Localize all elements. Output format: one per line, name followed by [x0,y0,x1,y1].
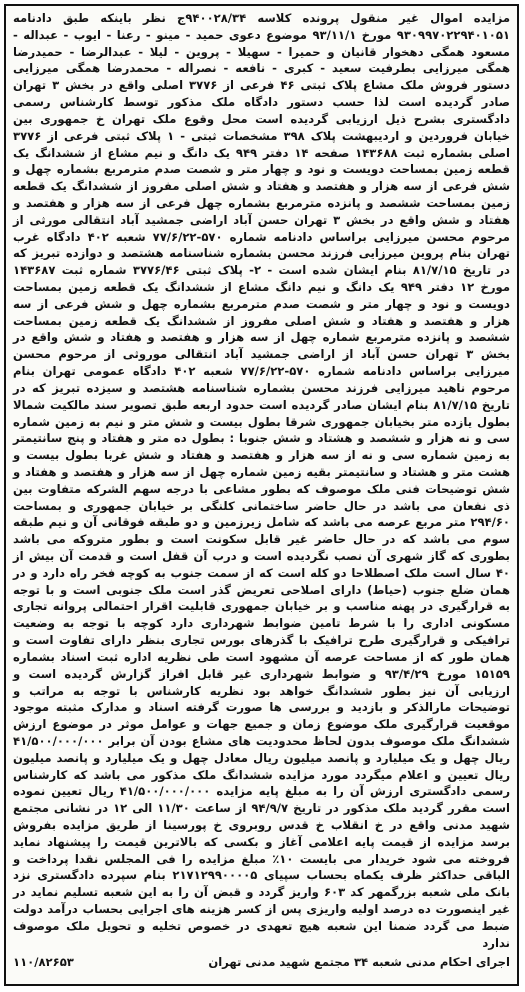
notice-body [6,6,517,952]
issuer-signature: اجرای احکام مدنی شعبه ۳۴ مجتمع شهید مدنی تهران [208,954,510,969]
reference-number: ۱۱۰/۸۲۶۵۳ [13,954,74,969]
auction-notice [4,4,519,986]
notice-footer [6,952,517,973]
notice-text: مزایده اموال غیر منقول پرونده کلاسه ۹۴۰۰۲۸/۳۴ج نظر باینکه طبق دادنامه ۹۳۰۹۹۷۰۲۲۹۴۰۱۰۵۱ مورخ ۹۳/۱۱/۱ موضوع دعوی حمید - مینو - رعنا - ایوب - عبداله - مسعود همگی دهخوار قانیان و حمیرا - سهیلا - پروین - لیلا - عبدالرضا - حمیدرضا همگی میرزایی بطرفیت سعید - کبری - نافعه - نصراله - محمدرضا همگی میرزایی دستور فروش ملک مشاع پلاک ثبتی ۴۶ فرعی از ۳۷۷۶ اصلی واقع در بخش ۳ تهران صادر گردیده است لذا حسب دستور دادگاه ملک مذکور توسط کارشناس رسمی دادگستری بشرح ذیل ارزیابی گردیده است محل وقوع ملک تهران خ جمهوری بین خیابان فروردین و اردیبهشت پلاک ۳۹۸ مشخصات ثبتی - ۱ پلاک ثبتی فرعی از ۳۷۷۶ اصلی بشماره ثبت ۱۴۳۶۸۸ صفحه ۱۴ دفتر ۹۴۹ یک دانگ و نیم مشاع از ششدانگ یک قطعه زمین بمساحت دویست و نود و چهار متر و شصت صدم مترمربع بشماره چهل و شش فرعی از سه هزار و هفتصد و هفتاد و شش اصلی مفروز از ششدانگ یک قطعه زمین بمساحت ششصد و پانزده مترمربع بشماره چهل فرعی از سه هزار و هفتصد و هفتاد و شش واقع در بخش ۳ تهران حسن آباد اراضی جمشید آباد انتقالی مورثی از مرحوم محسن میرزایی براساس دادنامه شماره ۵۷۰-۷۷/۶/۲۲ شعبه ۴۰۲ دادگاه غرب تهران بنام پروین میرزایی فرزند محسن بشماره شناسنامه هشتصد و دوازده تبریز که در تاریخ ۸۱/۷/۱۵ بنام ایشان شده است - ۲- پلاک ثبتی ۳۷۷۶/۴۶ شماره ثبت ۱۴۳۶۸۷ مورخ ۱۲ دفتر ۹۴۹ یک دانگ و نیم دانگ مشاع از ششدانگ یک قطعه زمین بمساحت دویست و نود و چهار متر و شصت صدم مترمربع بشماره چهل و شش فرعی از سه هزار و هفتصد و هفتاد و شش اصلی مفروز از ششدانگ یک قطعه زمین بمساحت ششصد و پانزده مترمربع شماره چهل از سه هزار و هفتصد و هفتاد و شش واقع در بخش ۳ تهران حسن آباد از اراضی جمشید آباد انتقالی موروثی از مرحوم محسن میرزایی براساس دادنامه شماره ۵۷۰-۷۷/۶/۲۲ شعبه ۴۰۲ دادگاه عمومی تهران بنام مرحوم ناهید میرزایی فرزند محسن بشماره شناسنامه هشتصد و سیزده تبریز که در تاریخ ۸۱/۷/۱۵ بنام ایشان صادر گردیده است حدود اربعه طبق تصویر سند مالکیت شمالا بطول یازده متر بخیابان جمهوری شرقا بطول بیست و شش متر و نیم به زمین شماره سی و نه هزار و ششصد و هشتاد و شش جنوبا : بطول ده متر و هفتاد و پنج سانتیمتر به زمین شماره سی و نه از سه هزار و هفتصد و هفتاد و شش غربا بطول بیست و هشت متر و هشتاد و سانتیمتر بقیه زمین شماره چهل از سه هزار و هفتصد و هفتاد و شش توضیحات فنی ملک موصوف که بطور مشاعی با درجه سهم الشرکه متفاوت بین ذی نفعان می باشد در حال حاضر ساختمانی کلنگی بر خیابان جمهوری و بمساحت ۲۹۴/۶۰ متر مربع عرصه می باشد که شامل زیرزمین و دو طبقه فوقانی آن و نیم طبقه سوم می باشد که در حال حاضر غیر قابل سکونت است و بطور متروکه می باشد بطوری که گاز شهری آن نصب نگردیده است و درب آن قفل است و قدمت آن بیش از ۴۰ سال است ملک اصطلاحا دو کله است که از سمت جنوب به کوچه فخر راه دارد و در همان ضلع جنوب (حیاط) دارای اصلاحی تعریض گذر است ملک جنوبی است و با توجه به قرارگیری در پهنه مناسب و بر خیابان جمهوری قابلیت اقرار احتمالی پروانه تجاری مسکونی اداری را با شرط تامین ضوابط شهرداری دارد کوچه با توجه به وضعیت ترافیکی و قرارگیری طرح ترافیک با گذرهای بورس تجاری بنظر دارای تفاوت است و همان طور که از مساحت عرصه آن مشهود است طی نظریه اداره ثبت اسناد بشماره ۱۵۱۵۹ مورخ ۹۳/۴/۲۹ و ضوابط شهرداری غیر قابل افراز گزارش گردیده است و ارزیابی آن نیز بطور ششدانگ خواهد بود نظریه کارشناس با توجه به مراتب و توضیحات مارالذکر و بازدید و بررسی ها صورت گرفته اسناد و مدارک مثبته موجود موقعیت قرارگیری ملک موضوع زمان و جمیع جهات و عوامل موثر در موضوع ارزش ششدانگ ملک موصوف بدون لحاظ محدودیت های مشاع بودن آن برابر ۴۱/۵۰۰/۰۰۰/۰۰۰ ریال چهل و یک میلیارد و پانصد میلیون ریال معادل چهل و یک میلیارد و پانصد میلیون ریال تعیین و اعلام میگردد مورد مزایده ششدانگ ملک مذکور می باشد که کارشناس رسمی دادگستری ارزش آن را به مبلغ پایه مزایده ۴۱/۵۰۰/۰۰۰/۰۰۰ ریال تعیین نموده است مقرر گردید ملک مذکور در تاریخ ۹۴/۹/۷ از ساعت ۱۱/۳۰ الی ۱۲ در نشانی مجتمع شهید مدنی واقع در خ انقلاب خ قدس روبروی خ پورسینا از طریق مزایده بفروش برسد مزایده از قیمت پایه اعلامی آغاز و بکسی که بالاترین قیمت را پیشنهاد نماید فروخته می شود خریدار می بایست ۱۰٪ مبلغ مزایده را فی المجلس نقدا پرداخت و الباقی حداکثر ظرف یکماه بحساب سپیای ۲۱۷۱۲۹۹۰۰۰۰۵ بنام سپرده دادگستری نزد بانک ملی شعبه بزرگمهر کد ۶۰۳ واریز گردد و قبض آن را به این شعبه تسلیم نماید در غیر اینصورت ده درصد اولیه واریزی پس از کسر هزینه های اجرایی بحساب درآمد دولت ضبط می گردد ضمنا این شعبه هیچ تعهدی در خصوص تخلیه و تحویل ملک موصوف ندارد [13,11,511,950]
